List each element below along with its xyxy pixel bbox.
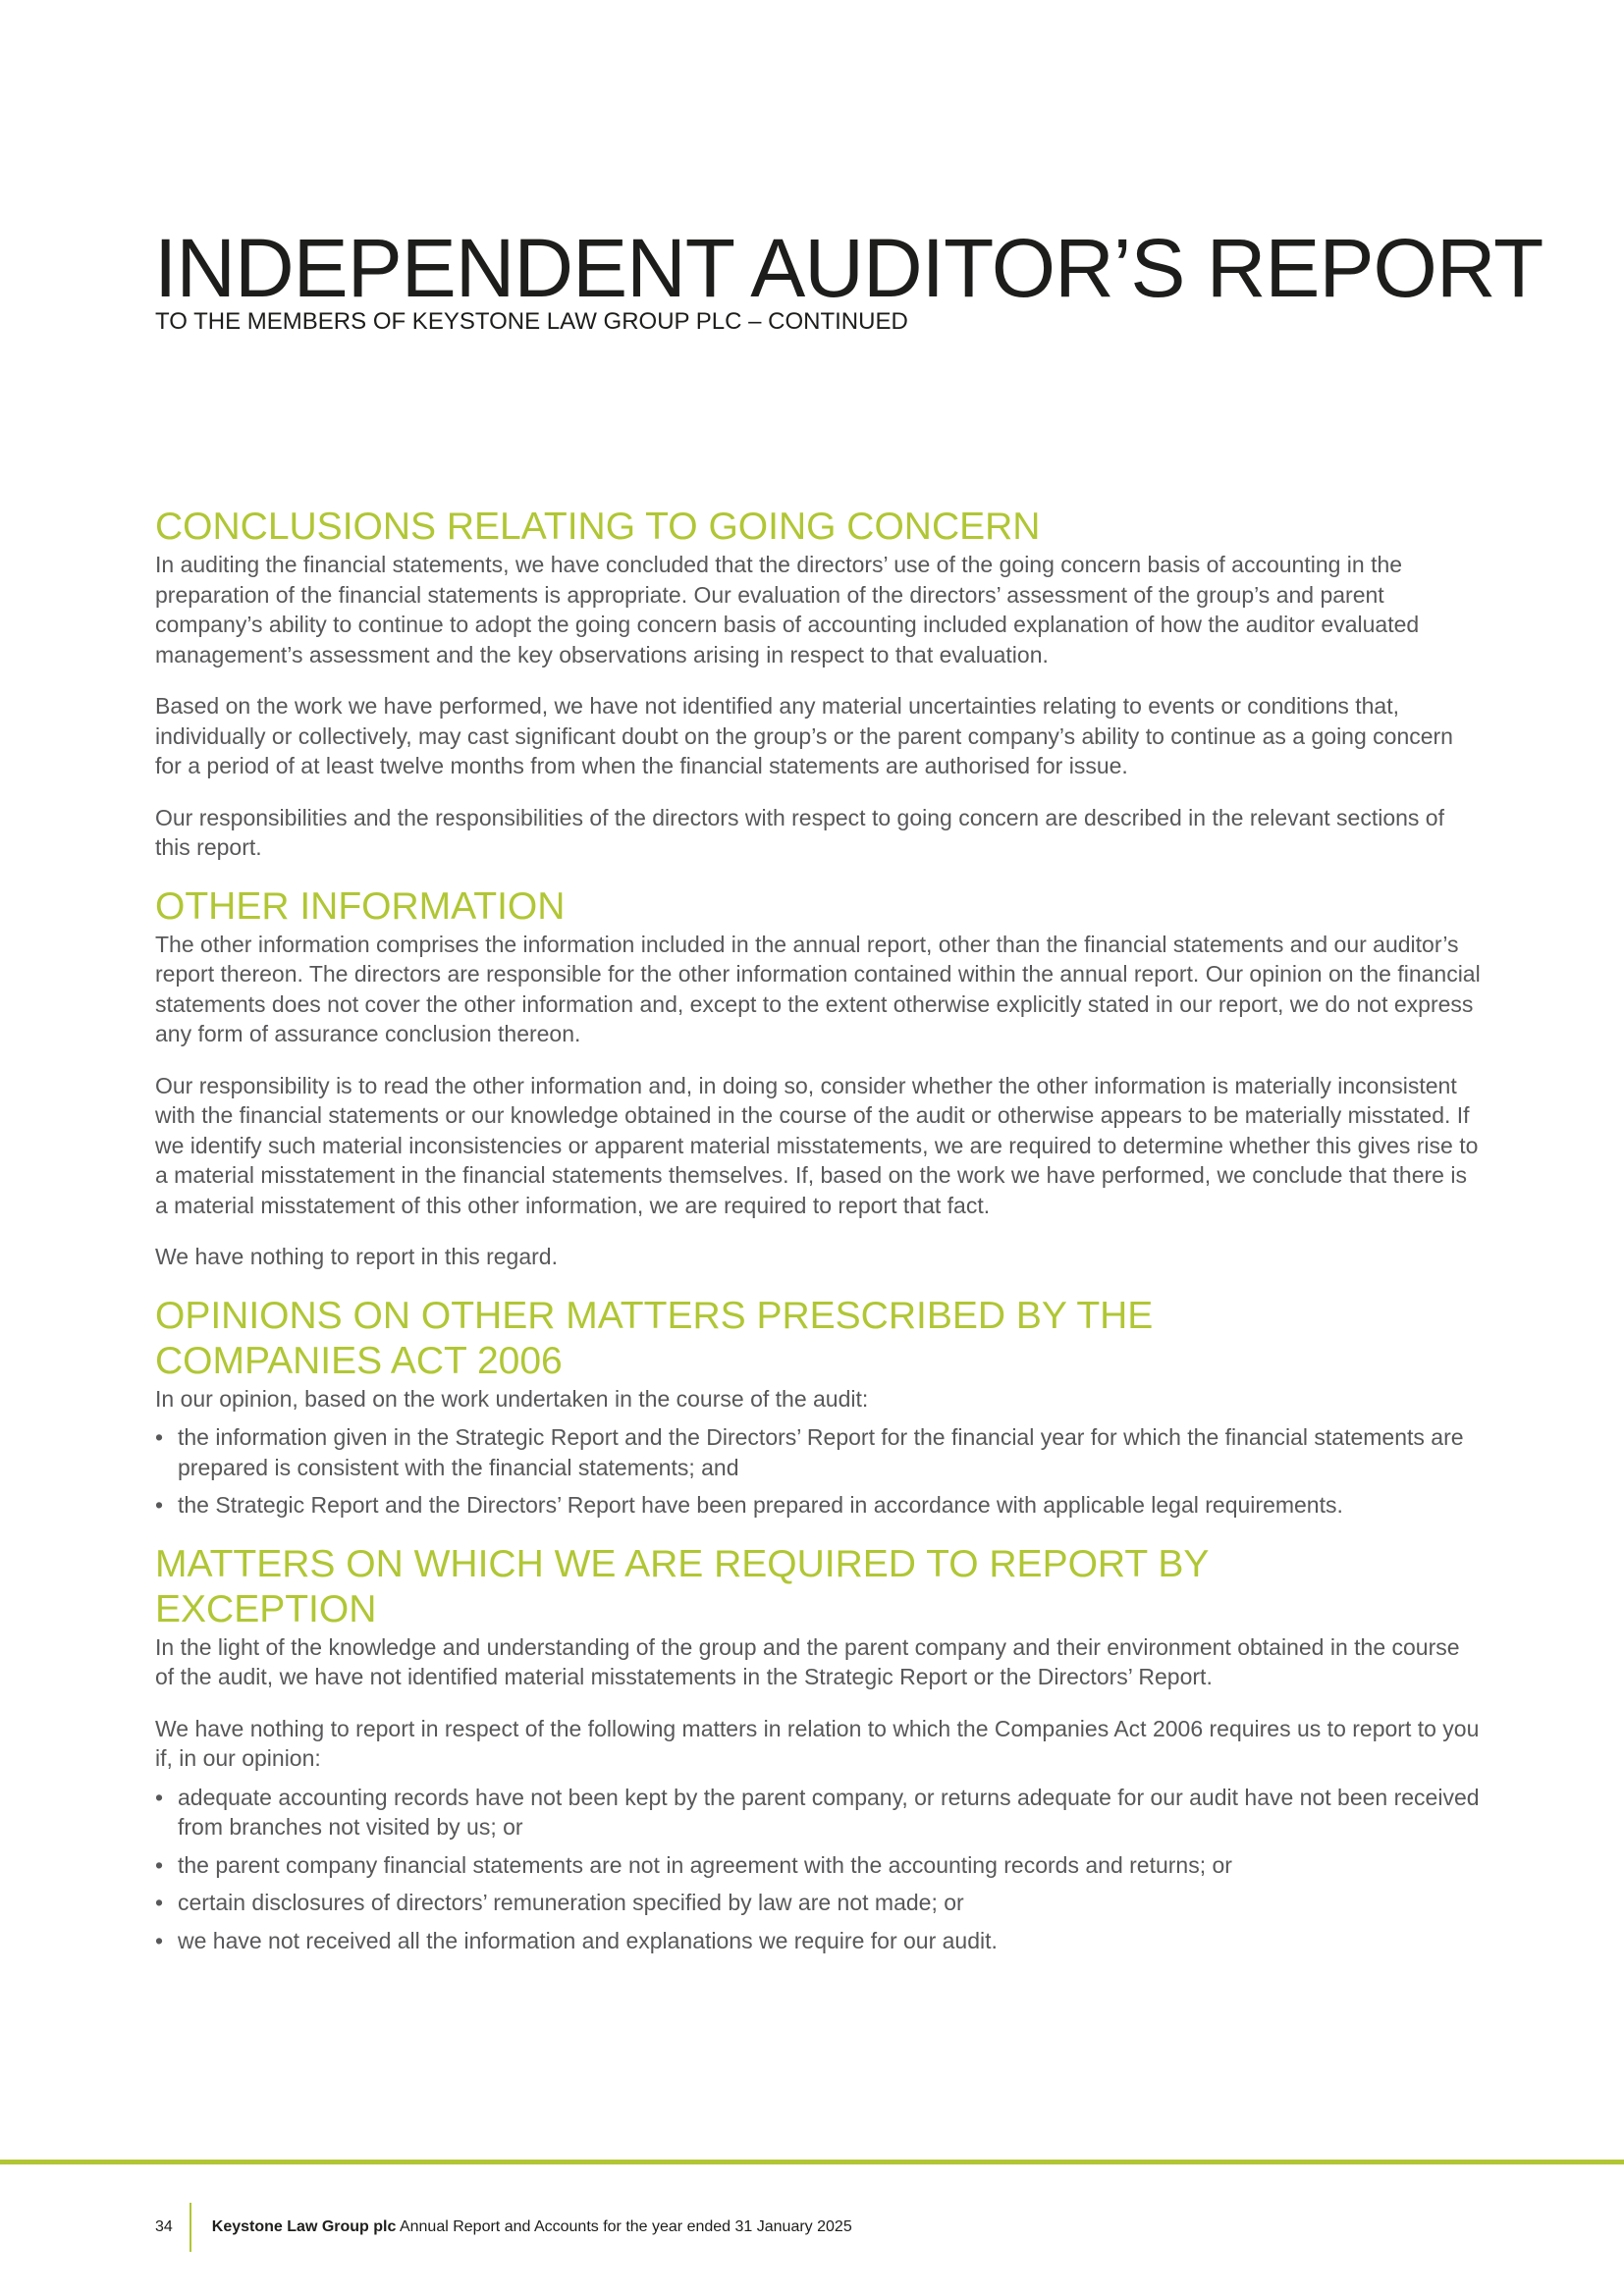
page-subtitle: TO THE MEMBERS OF KEYSTONE LAW GROUP PLC – CONTINUED [155,308,908,335]
section-other-information [155,884,1483,1272]
section-opinions-other-matters [155,1294,1483,1521]
paragraph: The other information comprises the information included in the annual report, other than the financial statements and our auditor’s report thereon. The directors are responsible for the other information contained within the annual report. Our opinion on the financial statements does not cover the other information and, except to the extent otherwise explicitly stated in our report, we do not express any form of assurance conclusion thereon. [155,931,1481,1046]
page-footer [155,2203,852,2252]
list-item: • we have not received all the information and explanations we require for our audit. [155,1926,1483,1956]
list-item: • the Strategic Report and the Directors’ Report have been prepared in accordance with applicable legal requirements. [155,1490,1483,1521]
footer-rule [0,2160,1624,2164]
paragraph: Based on the work we have performed, we have not identified any material uncertainties relating to events or conditions that, individually or collectively, may cast significant doubt on the group’s or the parent company’s ability to continue as a going concern for a period of at least twelve months from when the financial statements are authorised for issue. [155,693,1453,778]
section-report-by-exception [155,1542,1483,1956]
report-body [155,505,1483,1977]
section-heading: MATTERS ON WHICH WE ARE REQUIRED TO REPORT BY EXCEPTION [155,1542,1209,1630]
section-heading: OPINIONS ON OTHER MATTERS PRESCRIBED BY THE COMPANIES ACT 2006 [155,1294,1154,1382]
list-item: • certain disclosures of directors’ remuneration specified by law are not made; or [155,1888,1483,1918]
footer-company: Keystone Law Group plc [211,2218,397,2235]
paragraph: We have nothing to report in this regard. [155,1244,558,1269]
section-going-concern [155,505,1483,863]
paragraph: Our responsibilities and the responsibilities of the directors with respect to going concern are described in the relevant sections of this report. [155,804,1444,860]
page-number: 34 [155,2218,173,2235]
section-heading: CONCLUSIONS RELATING TO GOING CONCERN [155,506,1041,548]
paragraph: We have nothing to report in respect of the following matters in relation to which the Companies Act 2006 requires us to report to you if, in our opinion: [155,1715,1480,1771]
section-heading: OTHER INFORMATION [155,884,566,928]
paragraph: In auditing the financial statements, we have concluded that the directors’ use of the going concern basis of accounting in the preparation of the financial statements is appropriate. Our evaluation of the directors’ assessment of the group’s and parent company’s ability to continue to adopt the going concern basis of accounting included explanation of how the auditor evaluated management’s assessment and the key observations arising in respect to that evaluation. [155,552,1420,667]
list-item: • the parent company financial statements are not in agreement with the accounting records and returns; or [155,1850,1483,1881]
paragraph: Our responsibility is to read the other information and, in doing so, consider whether the other information is materially inconsistent with the financial statements or our knowledge obtained in the course of the audit or otherwise appears to be materially misstated. If we identify such material inconsistencies or apparent material misstatements, we are required to determine whether this gives rise to a material misstatement in the financial statements themselves. If, based on the work we have performed, we conclude that there is a material misstatement of this other information, we are required to report that fact. [155,1072,1479,1218]
list-item: • adequate accounting records have not been kept by the parent company, or returns adequate for our audit have not been received from branches not visited by us; or [155,1783,1483,1842]
paragraph: In the light of the knowledge and understanding of the group and the parent company and their environment obtained in the course of the audit, we have not identified material misstatements in the Strategic Report or the Directors’ Report. [155,1633,1460,1689]
footer-publication: Annual Report and Accounts for the year ended 31 January 2025 [396,2218,852,2235]
bullet-list [155,1783,1483,1956]
footer-text [212,2218,852,2236]
list-item: • the information given in the Strategic Report and the Directors’ Report for the financial year for which the financial statements are prepared is consistent with the financial statements; and [155,1422,1483,1482]
paragraph: In our opinion, based on the work undertaken in the course of the audit: [155,1385,869,1412]
bullet-list [155,1422,1483,1521]
page-title: INDEPENDENT AUDITOR’S REPORT [154,222,1543,314]
footer-divider [189,2203,191,2252]
